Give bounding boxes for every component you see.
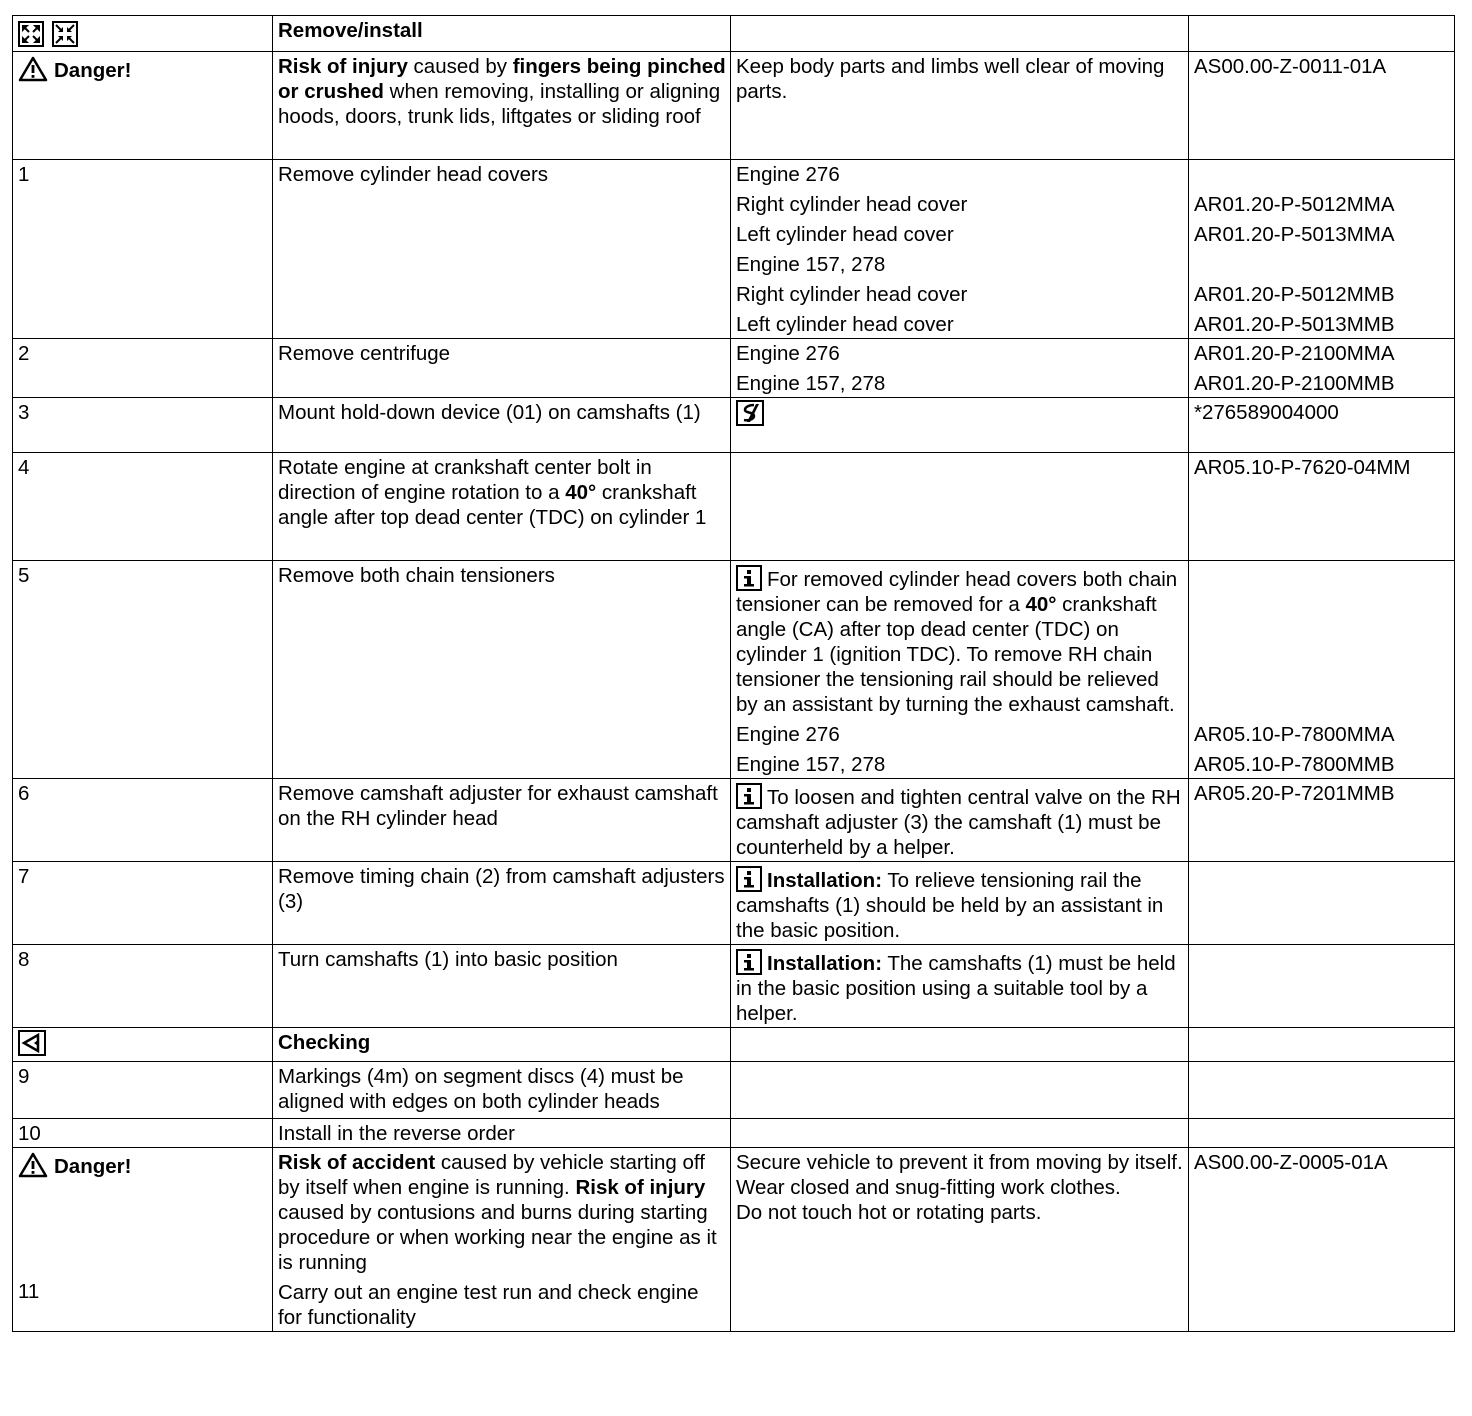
checking-title: Checking [273, 1028, 731, 1062]
danger-ref[interactable]: AS00.00-Z-0011-01A [1189, 52, 1455, 160]
step-number: 6 [13, 779, 273, 862]
step-desc: Turn camshafts (1) into basic position [273, 945, 731, 1028]
step-number: 3 [13, 398, 273, 453]
empty-cell [731, 1119, 1189, 1148]
step-desc: Markings (4m) on segment discs (4) must be aligned with edges on both cylinder heads [273, 1062, 731, 1119]
step-number: 10 [13, 1119, 273, 1148]
danger-actions [731, 1148, 1189, 1332]
checking-icon-cell [13, 1028, 273, 1062]
step-desc: Remove centrifuge [273, 339, 731, 398]
step-number: 11 [18, 1280, 40, 1303]
step-number: 5 [13, 561, 273, 779]
empty-cell [731, 1062, 1189, 1119]
header-icons-cell [13, 16, 273, 52]
step-ref[interactable]: AR05.10-P-7620-04MM [1189, 453, 1455, 561]
ref-link[interactable]: AR05.10-P-7800MMB [1194, 753, 1395, 776]
danger-row [13, 52, 1455, 160]
note-line: Engine 157, 278 [736, 753, 886, 776]
step-row [13, 862, 1455, 945]
danger-action: Keep body parts and limbs well clear of moving parts. [731, 52, 1189, 160]
checking-row [13, 1028, 1455, 1062]
info-icon [736, 949, 762, 975]
action-line: Do not touch hot or rotating parts. [736, 1201, 1042, 1224]
step-row [13, 160, 1455, 339]
step-refs [1189, 561, 1455, 779]
ref-link[interactable]: AR01.20-P-5012MMA [1194, 193, 1395, 216]
step-ref[interactable]: AR05.20-P-7201MMB [1189, 779, 1455, 862]
info-icon [736, 565, 762, 591]
warning-triangle-icon [18, 56, 48, 82]
danger-ref[interactable]: AS00.00-Z-0005-01A [1189, 1148, 1455, 1332]
empty-cell [1189, 1028, 1455, 1062]
info-note: Installation: To relieve tensioning rail the camshafts (1) should be held by an assistant in the basic position. [731, 862, 1189, 945]
ref-line [1194, 252, 1450, 277]
step-refs [1189, 160, 1455, 339]
step-number: 7 [13, 862, 273, 945]
info-icon [736, 866, 762, 892]
step-number: 4 [13, 453, 273, 561]
section-title: Remove/install [273, 16, 731, 52]
empty-cell [731, 453, 1189, 561]
step-desc: Carry out an engine test run and check engine for functionality [278, 1281, 699, 1329]
danger-desc: Risk of accident caused by vehicle starting off by itself when engine is running. Risk of injury caused by contusions and burns during starting procedure or when working near the engine as it is running Carry out an engine test run and check engine for functionality [273, 1148, 731, 1332]
step-row [13, 453, 1455, 561]
warning-triangle-icon [18, 1152, 48, 1178]
step-desc: Mount hold-down device (01) on camshafts (1) [273, 398, 731, 453]
info-icon [736, 783, 762, 809]
ref-link[interactable]: AR01.20-P-2100MMA [1194, 342, 1395, 365]
step-row [13, 398, 1455, 453]
note-line: Left cylinder head cover [736, 313, 954, 336]
empty-cell [1189, 1119, 1455, 1148]
step-number: 9 [13, 1062, 273, 1119]
empty-cell [1189, 16, 1455, 52]
empty-cell [1189, 1062, 1455, 1119]
step-number: 8 [13, 945, 273, 1028]
note-line: Engine 157, 278 [736, 253, 886, 276]
step-number: 1 [13, 160, 273, 339]
note-line: Right cylinder head cover [736, 283, 968, 306]
ref-link[interactable]: AR01.20-P-5013MMA [1194, 223, 1395, 246]
step-desc: Remove both chain tensioners [273, 561, 731, 779]
step-desc: Remove timing chain (2) from camshaft adjusters (3) [273, 862, 731, 945]
ref-link[interactable]: AR05.10-P-7800MMA [1194, 723, 1395, 746]
ref-line [1194, 162, 1450, 187]
step-notes [731, 398, 1189, 453]
note-line: Engine 276 [736, 723, 840, 746]
danger-label: Danger! [54, 59, 132, 82]
info-note: To loosen and tighten central valve on the RH camshaft adjuster (3) the camshaft (1) must be counterheld by a helper. [731, 779, 1189, 862]
header-row [13, 16, 1455, 52]
note-line: Right cylinder head cover [736, 193, 968, 216]
note-line: Engine 276 [736, 163, 840, 186]
step-row [13, 1062, 1455, 1119]
expand-icon[interactable] [18, 21, 44, 47]
step-row [13, 561, 1455, 779]
ref-link[interactable]: AR01.20-P-2100MMB [1194, 372, 1395, 395]
info-note: Installation: The camshafts (1) must be held in the basic position using a suitable tool by a helper. [731, 945, 1189, 1028]
collapse-icon[interactable] [52, 21, 78, 47]
step-row [13, 779, 1455, 862]
step-notes [731, 561, 1189, 779]
danger-label-cell [13, 52, 273, 160]
note-line: Engine 276 [736, 342, 840, 365]
danger-desc: Risk of injury caused by fingers being pinched or crushed when removing, installing or aligning hoods, doors, trunk lids, liftgates or sliding roof [273, 52, 731, 160]
ref-link[interactable]: AR01.20-P-5013MMB [1194, 313, 1395, 336]
step-notes [731, 339, 1189, 398]
checking-icon[interactable] [18, 1030, 46, 1056]
danger-row [13, 1148, 1455, 1332]
empty-cell [1189, 945, 1455, 1028]
step-number: 2 [13, 339, 273, 398]
procedure-table [12, 15, 1455, 1332]
step-row [13, 339, 1455, 398]
danger-label: Danger! [54, 1155, 132, 1178]
step-row [13, 945, 1455, 1028]
action-line: Secure vehicle to prevent it from moving by itself. [736, 1151, 1183, 1174]
tool-ref[interactable]: *276589004000 [1189, 398, 1455, 453]
special-tool-icon[interactable] [736, 400, 764, 426]
action-line: Wear closed and snug-fitting work clothes. [736, 1176, 1121, 1199]
ref-link[interactable]: AR01.20-P-5012MMB [1194, 283, 1395, 306]
step-desc: Remove camshaft adjuster for exhaust camshaft on the RH cylinder head [273, 779, 731, 862]
danger-label-cell [13, 1148, 273, 1332]
step-notes [731, 160, 1189, 339]
step-desc: Rotate engine at crankshaft center bolt in direction of engine rotation to a 40° crankshaft angle after top dead center (TDC) on cylinder 1 [273, 453, 731, 561]
empty-cell [1189, 862, 1455, 945]
empty-cell [731, 16, 1189, 52]
note-line: Left cylinder head cover [736, 223, 954, 246]
note-line: Engine 157, 278 [736, 372, 886, 395]
empty-cell [731, 1028, 1189, 1062]
step-desc: Remove cylinder head covers [273, 160, 731, 339]
step-desc: Install in the reverse order [273, 1119, 731, 1148]
step-row [13, 1119, 1455, 1148]
info-note: For removed cylinder head covers both chain tensioner can be removed for a 40° crankshaft angle (CA) after top dead center (TDC) on cylinder 1 (ignition TDC). To remove RH chain tensioner the tensioning rail should be relieved by an assistant by turning the exhaust camshaft. [736, 565, 1184, 717]
step-refs [1189, 339, 1455, 398]
